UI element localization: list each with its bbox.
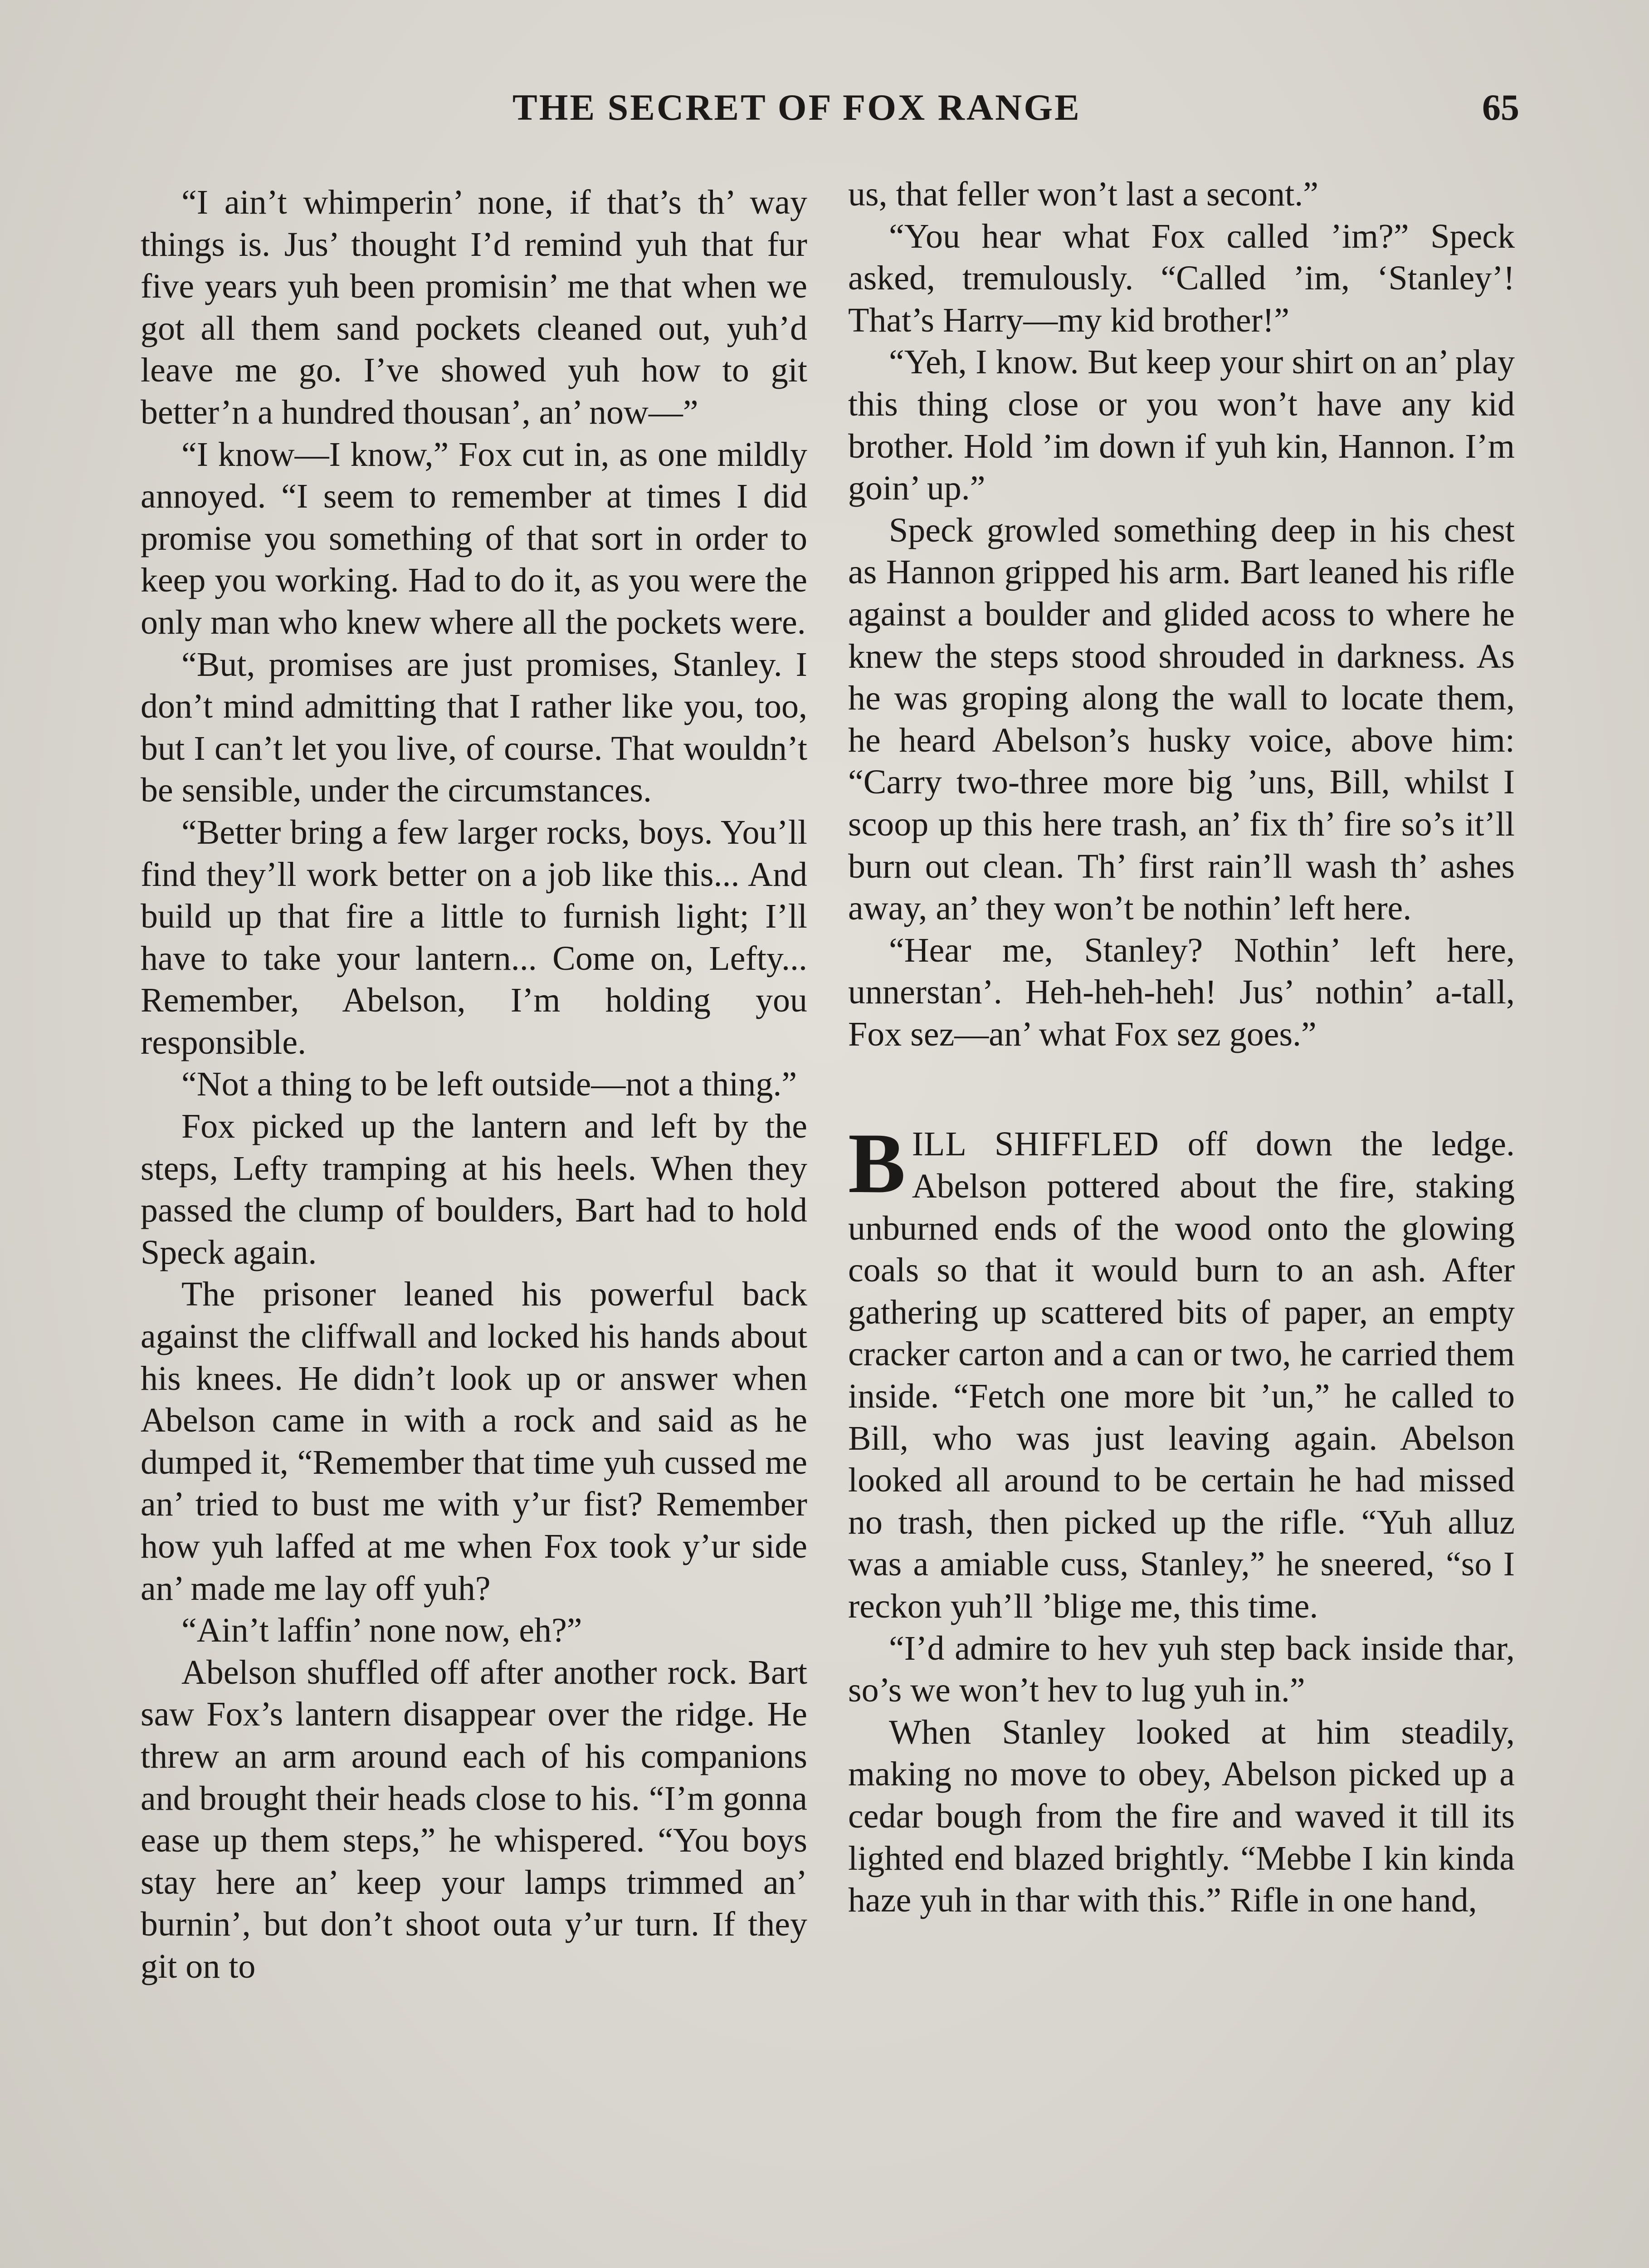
paragraph: “I ain’t whimperin’ none, if that’s th’ way things is. Jus’ thought I’d remind yuh that fur five years yuh been promisin’ me that when we got all them sand pockets cleaned out, yuh’d leave me go. I’ve showed yuh how to git better’n a hundred thousan’, an’ now—” [141, 183, 807, 431]
paragraph: “You hear what Fox called ’im?” Speck asked, tremulously. “Called ’im, ‘Stanley’! That’s Harry—my kid brother!” [848, 217, 1515, 339]
paragraph: “Yeh, I know. But keep your shirt on an’ play this thing close or you won’t have any kid brother. Hold ’im down if yuh kin, Hannon. I’m goin’ up.” [848, 343, 1515, 508]
paragraph: When Stanley looked at him steadily, making no move to obey, Abelson picked up a cedar bough from the fire and waved it till its lighted end blazed brightly. “Mebbe I kin kinda haze yuh in thar with this.” Rifle in one hand, [848, 1713, 1515, 1920]
paragraph: “Better bring a few larger rocks, boys. You’ll find they’ll work better on a job like this... And build up that fire a little to furnish light; I’ll have to take your lantern... Come on, Lefty... Remember, Abelson, I’m holding you responsible. [141, 813, 807, 1061]
continued-paragraph: us, that feller won’t last a secont.” [848, 175, 1318, 213]
paragraph: “Ain’t laffin’ none now, eh?” [181, 1611, 582, 1650]
left-column [141, 181, 807, 1988]
paragraph: “I know—I know,” Fox cut in, as one mildly annoyed. “I seem to remember at times I did promise you something of that sort in order to keep you working. Had to do it, as you were the only man who knew where all the pockets were. [141, 435, 807, 641]
paragraph: “Hear me, Stanley? Nothin’ left here, unnerstan’. Heh-heh-heh! Jus’ nothin’ a-tall, Fox sez—an’ what Fox sez goes.” [848, 931, 1515, 1053]
lead-in-caps: ILL SHIFFLED [912, 1125, 1159, 1163]
paragraph: “But, promises are just promises, Stanley. I don’t mind admitting that I rather like you, too, but I can’t let you live, of course. That wouldn’t be sensible, under the circumstances. [141, 645, 807, 810]
paragraph: Fox picked up the lantern and left by the steps, Lefty tramping at his heels. When they passed the clump of boulders, Bart had to hold Speck again. [141, 1107, 807, 1271]
right-column [848, 173, 1515, 1921]
running-title: THE SECRET OF FOX RANGE [512, 87, 1081, 128]
section-break [848, 1055, 1515, 1123]
page-header [136, 86, 1519, 136]
paragraph: The prisoner leaned his powerful back against the cliffwall and locked his hands about his knees. He didn’t look up or answer when Abelson came in with a rock and said as he dumped it, “Remember that time yuh cussed me an’ tried to bust me with y’ur fist? Remember how yuh laffed at me when Fox took y’ur side an’ made me lay off yuh? [141, 1275, 807, 1608]
paragraph: Abelson shuffled off after another rock. Bart saw Fox’s lantern disappear over the ridge. He threw an arm around each of his companions and brought their heads close to his. “I’m gonna ease up them steps,” he whispered. “You boys stay here an’ keep your lamps trimmed an’ burnin’, but don’t shoot outa y’ur turn. If they git on to [141, 1653, 807, 1985]
paragraph-text: off down the ledge. Abelson pottered about the fire, staking unburned ends of the wood onto the glowing coals so that it would burn to an ash. After gathering up scattered bits of paper, an empty cracker carton and a can or two, he carried them inside. “Fetch one more bit ’un,” he called to Bill, who was just leaving again. Abelson looked all around to be certain he had missed no trash, then picked up the rifle. “Yuh alluz was a amiable cuss, Stanley,” he sneered, “so I reckon yuh’ll ’blige me, this time. [848, 1125, 1515, 1625]
paragraph: “I’d admire to hev yuh step back inside thar, so’s we won’t hev to lug yuh in.” [848, 1629, 1515, 1710]
drop-cap: B [848, 1116, 906, 1212]
paragraph: Speck growled something deep in his chest as Hannon gripped his arm. Bart leaned his rifle against a boulder and glided acoss to where he knew the steps stood shrouded in darkness. As he was groping along the wall to locate them, he heard Abelson’s husky voice, above him: “Carry two-three more big ’uns, Bill, whilst I scoop up this here trash, an’ fix th’ fire so’s it’ll burn out clean. Th’ first rain’ll wash th’ ashes away, an’ they won’t be nothin’ left here. [848, 511, 1515, 928]
page-number: 65 [1482, 87, 1519, 128]
dropcap-paragraph [848, 1116, 1515, 1627]
paragraph: “Not a thing to be left outside—not a thing.” [181, 1065, 797, 1104]
